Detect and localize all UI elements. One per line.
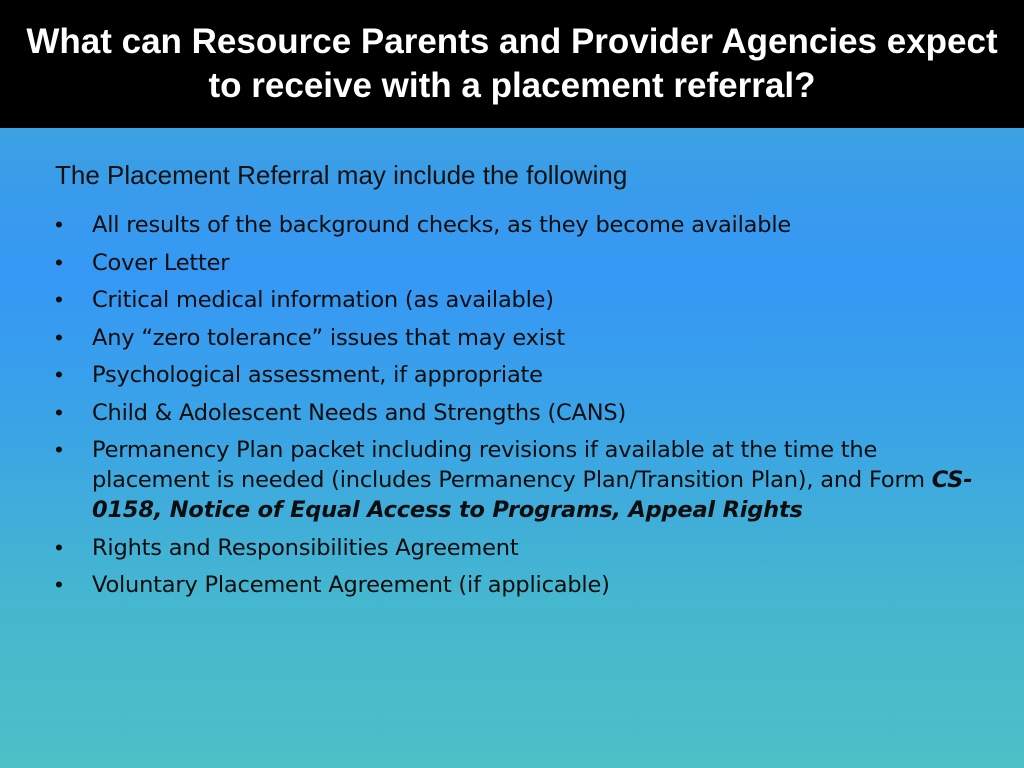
bullet-icon: • <box>55 534 63 560</box>
title-bar <box>0 0 1024 128</box>
bullet-text: Critical medical information (as available) <box>92 287 554 313</box>
bullet-item <box>55 285 985 315</box>
bullet-item <box>55 533 985 563</box>
bullet-text: Voluntary Placement Agreement (if applicable) <box>92 572 610 598</box>
bullet-item <box>55 398 985 428</box>
bullet-text: Psychological assessment, if appropriate <box>92 362 543 388</box>
bullet-icon: • <box>55 437 63 462</box>
slide-title: What can Resource Parents and Provider Agencies expect to receive with a placement referral? <box>26 22 998 105</box>
bullet-text: Child & Adolescent Needs and Strengths (CANS) <box>92 399 627 426</box>
bullet-item-permanency-plan <box>55 435 985 525</box>
bullet-icon: • <box>55 362 63 387</box>
bullet-text: Any “zero tolerance” issues that may exist <box>92 324 565 351</box>
bullet-text: All results of the background checks, as they become available <box>92 212 792 238</box>
bullet-icon: • <box>55 572 63 597</box>
bullet-text: Rights and Responsibilities Agreement <box>92 534 519 561</box>
bullet-icon: • <box>55 287 63 312</box>
bullet-item <box>55 323 985 353</box>
bullet-icon: • <box>55 399 63 425</box>
bullet-item <box>55 248 985 278</box>
bullet-text: Cover Letter <box>92 249 230 276</box>
bullet-icon: • <box>55 324 63 350</box>
bullet-list <box>55 210 985 608</box>
bullet-item <box>55 360 985 390</box>
slide-subtitle: The Placement Referral may include the following <box>55 160 628 190</box>
bullet-icon: • <box>55 212 63 237</box>
bullet-text <box>92 437 972 523</box>
bullet-text-main: Permanency Plan packet including revisions if available at the time the placement is needed (includes Permanency Plan/Transition Plan), and Form <box>92 437 932 493</box>
form-reference: CS-0158, Notice of Equal Access to Programs, Appeal Rights <box>92 467 973 523</box>
bullet-item <box>55 570 985 600</box>
bullet-item <box>55 210 985 240</box>
bullet-icon: • <box>55 249 63 275</box>
